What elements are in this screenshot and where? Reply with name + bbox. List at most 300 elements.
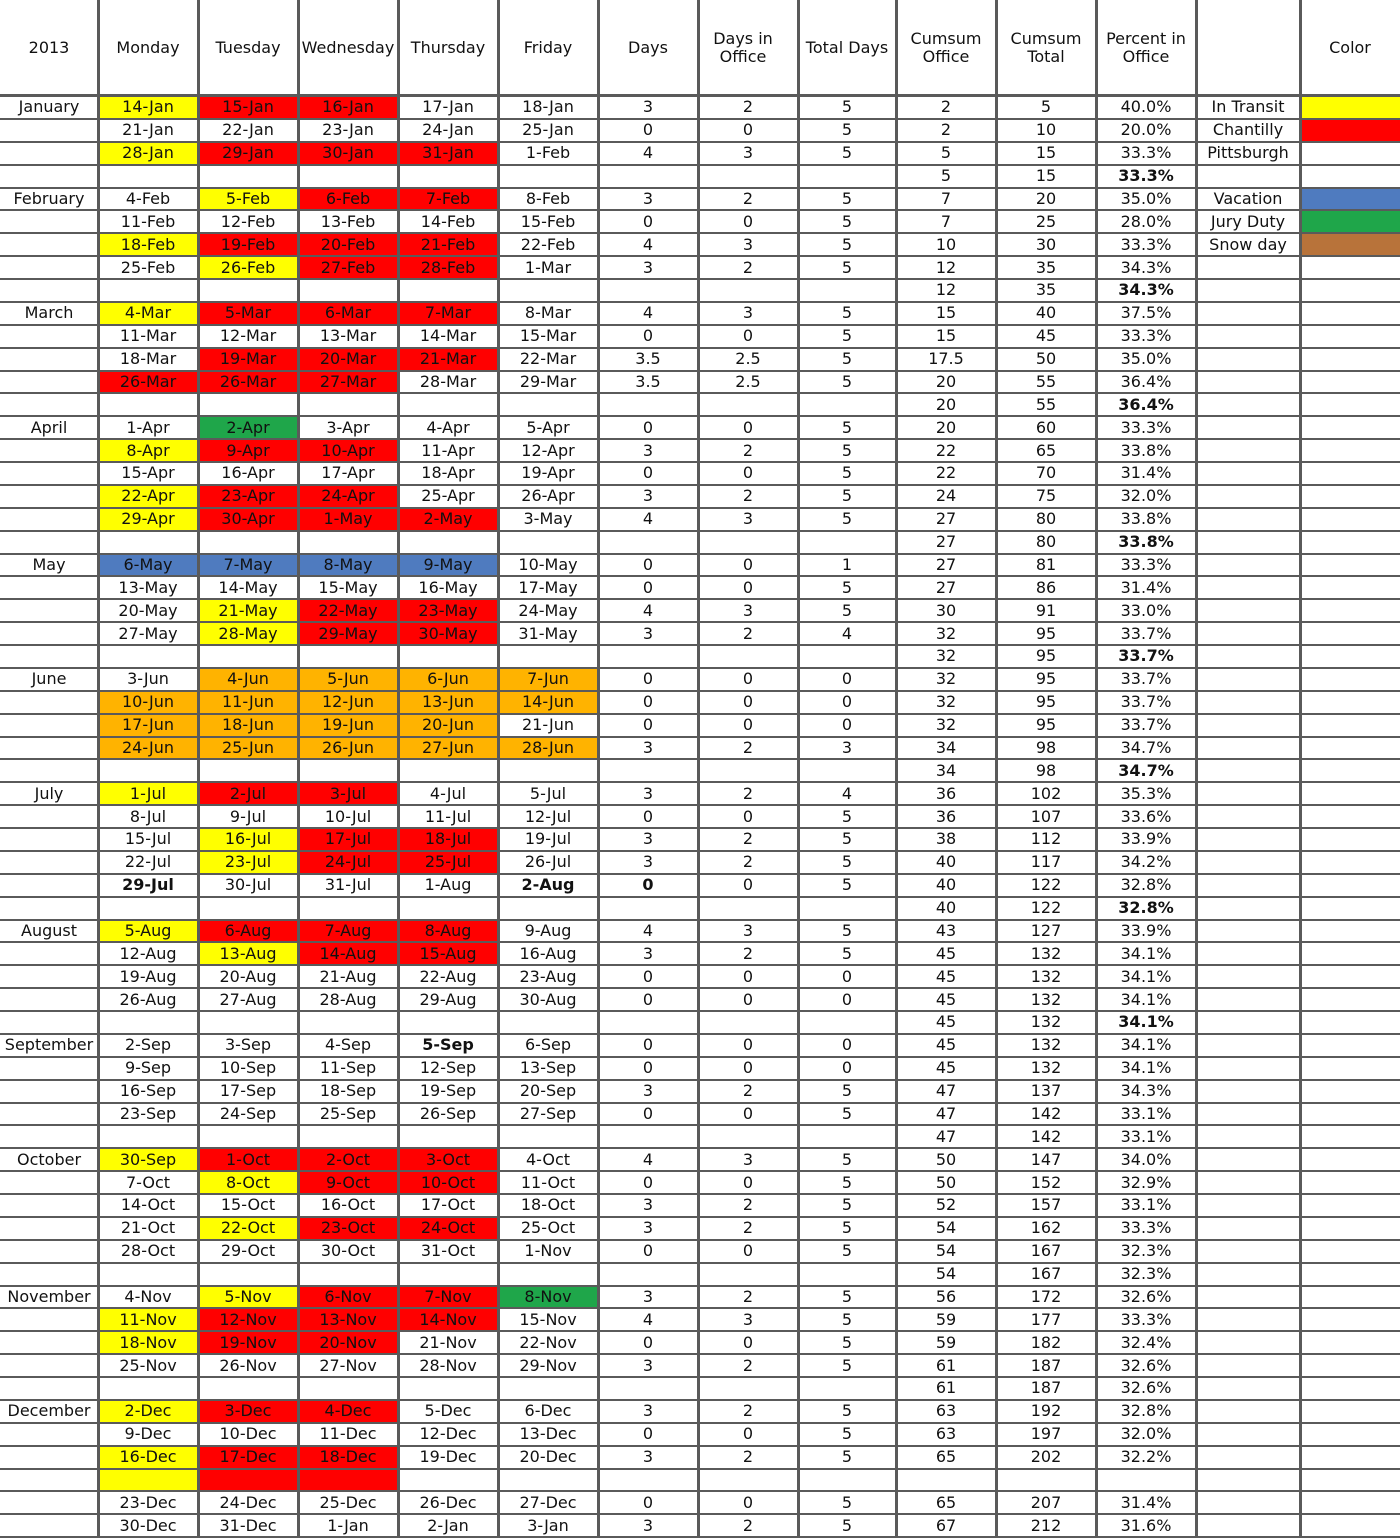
percent-in-office-cell[interactable]: 32.3%	[1120, 1264, 1172, 1284]
date-cell[interactable]: 30-May	[398, 622, 498, 645]
total-days-cell[interactable]: 5	[841, 1218, 853, 1238]
cumsum-office-cell[interactable]: 43	[935, 920, 957, 940]
total-days-cell[interactable]: 5	[841, 371, 853, 391]
cumsum-office-cell[interactable]: 54	[935, 1218, 957, 1238]
total-days-cell[interactable]: 5	[841, 1401, 853, 1421]
percent-in-office-cell[interactable]: 33.3%	[1120, 1218, 1172, 1238]
date-cell[interactable]: 21-May	[198, 599, 298, 622]
total-days-cell[interactable]: 5	[841, 349, 853, 369]
percent-in-office-cell[interactable]: 33.8%	[1120, 509, 1172, 529]
date-cell[interactable]: 12-Aug	[119, 943, 177, 963]
cumsum-total-cell[interactable]: 95	[1035, 623, 1057, 643]
legend-color-swatch[interactable]	[1300, 188, 1400, 211]
total-days-cell[interactable]: 5	[841, 806, 853, 826]
total-days-cell[interactable]: 5	[841, 1286, 853, 1306]
days-in-office-cell[interactable]: 2	[742, 1195, 754, 1215]
cumsum-total-cell[interactable]: 95	[1035, 669, 1057, 689]
date-cell[interactable]: 19-Feb	[198, 233, 298, 256]
date-cell[interactable]: 24-Sep	[219, 1103, 277, 1123]
date-cell[interactable]: 1-Aug	[424, 875, 472, 895]
date-cell[interactable]: 5-Jul	[529, 783, 567, 803]
header-total-days[interactable]: Total Days	[805, 38, 889, 57]
date-cell[interactable]: 29-Apr	[98, 508, 198, 531]
date-cell[interactable]: 24-Oct	[398, 1217, 498, 1240]
date-cell[interactable]: 10-Apr	[298, 439, 398, 462]
days-cell[interactable]: 4	[642, 920, 654, 940]
date-cell[interactable]: 8-Mar	[524, 303, 572, 323]
days-in-office-cell[interactable]: 0	[742, 806, 754, 826]
date-cell[interactable]: 25-Jul	[398, 851, 498, 874]
header-color[interactable]: Color	[1329, 38, 1371, 57]
percent-in-office-cell[interactable]: 34.1%	[1120, 943, 1172, 963]
days-in-office-cell[interactable]: 2	[742, 737, 754, 757]
date-cell[interactable]: 2-Dec	[98, 1400, 198, 1423]
percent-in-office-cell[interactable]: 34.7%	[1120, 737, 1172, 757]
date-cell[interactable]: 22-Apr	[98, 485, 198, 508]
days-in-office-cell[interactable]: 2	[742, 1286, 754, 1306]
month-label[interactable]	[0, 1240, 98, 1263]
percent-in-office-cell[interactable]: 35.0%	[1120, 349, 1172, 369]
total-days-cell[interactable]: 0	[841, 966, 853, 986]
date-cell[interactable]: 16-Apr	[221, 463, 275, 483]
date-cell[interactable]: 23-Aug	[519, 966, 577, 986]
percent-in-office-cell[interactable]: 34.1%	[1120, 966, 1172, 986]
header-year[interactable]: 2013	[28, 38, 70, 57]
cumsum-office-cell[interactable]: 12	[935, 280, 957, 300]
date-cell[interactable]: 5-Mar	[198, 302, 298, 325]
days-cell[interactable]: 4	[642, 1309, 654, 1329]
cumsum-office-cell[interactable]: 22	[935, 440, 957, 460]
cumsum-office-cell[interactable]: 20	[935, 417, 957, 437]
date-cell[interactable]: 4-Feb	[125, 188, 171, 208]
total-days-cell[interactable]: 5	[841, 1355, 853, 1375]
month-label[interactable]	[0, 965, 98, 988]
date-cell[interactable]: 22-Jan	[222, 120, 274, 140]
days-cell[interactable]: 3.5	[635, 349, 661, 369]
cumsum-total-cell[interactable]: 102	[1030, 783, 1062, 803]
cumsum-total-cell[interactable]: 80	[1035, 532, 1057, 552]
days-cell[interactable]: 3	[642, 623, 654, 643]
cumsum-office-cell[interactable]: 22	[935, 463, 957, 483]
date-cell[interactable]: 15-Apr	[121, 463, 175, 483]
total-days-cell[interactable]: 5	[841, 1424, 853, 1444]
cumsum-total-cell[interactable]: 86	[1035, 577, 1057, 597]
date-cell[interactable]: 29-Jan	[198, 142, 298, 165]
total-days-cell[interactable]: 5	[841, 463, 853, 483]
percent-in-office-cell[interactable]: 32.6%	[1120, 1286, 1172, 1306]
cumsum-total-cell[interactable]: 70	[1035, 463, 1057, 483]
percent-in-office-cell[interactable]: 32.0%	[1120, 1424, 1172, 1444]
cumsum-office-cell[interactable]: 5	[940, 143, 952, 163]
cumsum-office-cell[interactable]: 59	[935, 1332, 957, 1352]
legend-color-swatch[interactable]	[1300, 233, 1400, 256]
total-days-cell[interactable]: 5	[841, 211, 853, 231]
cumsum-office-cell[interactable]: 61	[935, 1355, 957, 1375]
date-cell[interactable]: 17-Apr	[321, 463, 375, 483]
date-cell[interactable]: 14-May	[218, 577, 278, 597]
total-days-cell[interactable]: 0	[841, 989, 853, 1009]
days-in-office-cell[interactable]: 3	[742, 143, 754, 163]
month-label[interactable]	[0, 1514, 98, 1537]
date-cell[interactable]: 7-Nov	[398, 1286, 498, 1309]
date-cell[interactable]: 7-Oct	[125, 1172, 171, 1192]
days-cell[interactable]: 0	[642, 806, 654, 826]
date-cell[interactable]: 6-Sep	[524, 1035, 572, 1055]
date-cell[interactable]: 18-Nov	[98, 1331, 198, 1354]
total-days-cell[interactable]: 5	[841, 1103, 853, 1123]
days-cell[interactable]: 3	[642, 737, 654, 757]
date-cell[interactable]: 11-Mar	[119, 326, 177, 346]
total-days-cell[interactable]: 5	[841, 509, 853, 529]
month-label[interactable]: December	[7, 1401, 91, 1421]
date-cell[interactable]: 3-Sep	[224, 1035, 272, 1055]
date-cell[interactable]: 28-Aug	[319, 989, 377, 1009]
cumsum-office-cell[interactable]: 30	[935, 600, 957, 620]
date-cell[interactable]: 7-May	[198, 554, 298, 577]
date-cell[interactable]: 18-Feb	[98, 233, 198, 256]
month-label[interactable]	[0, 1217, 98, 1240]
date-cell[interactable]: 13-May	[118, 577, 178, 597]
date-cell[interactable]: 30-Oct	[320, 1241, 376, 1261]
days-cell[interactable]: 0	[642, 715, 654, 735]
date-cell[interactable]: 14-Nov	[398, 1308, 498, 1331]
percent-in-office-cell[interactable]: 32.9%	[1120, 1172, 1172, 1192]
date-cell[interactable]: 15-Mar	[519, 326, 577, 346]
days-in-office-cell[interactable]: 0	[742, 1035, 754, 1055]
days-cell[interactable]: 3	[642, 1286, 654, 1306]
header-cumsum-office[interactable]: Cumsum Office	[910, 29, 982, 66]
date-cell[interactable]: 12-Jun	[298, 691, 398, 714]
cumsum-total-cell[interactable]: 122	[1030, 898, 1062, 918]
month-label[interactable]	[0, 1103, 98, 1126]
date-cell[interactable]: 28-Jan	[98, 142, 198, 165]
month-label[interactable]	[0, 1331, 98, 1354]
days-in-office-cell[interactable]: 0	[742, 715, 754, 735]
date-cell[interactable]: 30-Sep	[98, 1148, 198, 1171]
total-days-cell[interactable]: 5	[841, 417, 853, 437]
date-cell[interactable]: 6-Aug	[198, 920, 298, 943]
date-cell[interactable]: 17-Oct	[420, 1195, 476, 1215]
date-cell[interactable]: 4-Nov	[124, 1286, 172, 1306]
days-cell[interactable]: 3	[642, 1218, 654, 1238]
date-cell[interactable]: 19-Nov	[198, 1331, 298, 1354]
cumsum-total-cell[interactable]: 80	[1035, 509, 1057, 529]
cumsum-total-cell[interactable]: 172	[1030, 1286, 1062, 1306]
cumsum-office-cell[interactable]: 15	[935, 326, 957, 346]
total-days-cell[interactable]: 0	[841, 1058, 853, 1078]
date-cell[interactable]: 15-Nov	[519, 1309, 577, 1329]
total-days-cell[interactable]: 5	[841, 303, 853, 323]
percent-in-office-cell[interactable]: 32.2%	[1120, 1447, 1172, 1467]
date-cell[interactable]: 27-Sep	[519, 1103, 577, 1123]
date-cell[interactable]: 23-Oct	[298, 1217, 398, 1240]
date-cell[interactable]: 12-Dec	[419, 1424, 477, 1444]
total-days-cell[interactable]: 5	[841, 943, 853, 963]
date-cell[interactable]: 21-Jan	[122, 120, 174, 140]
percent-in-office-cell[interactable]: 31.4%	[1120, 577, 1172, 597]
date-cell[interactable]: 28-Mar	[419, 371, 477, 391]
percent-in-office-cell[interactable]: 28.0%	[1120, 211, 1172, 231]
date-cell[interactable]: 24-Jun	[98, 737, 198, 760]
date-cell[interactable]: 11-Feb	[120, 211, 176, 231]
days-cell[interactable]: 0	[642, 1241, 654, 1261]
percent-in-office-cell[interactable]: 33.7%	[1118, 646, 1174, 666]
date-cell[interactable]: 18-Apr	[421, 463, 475, 483]
date-cell[interactable]: 20-Aug	[219, 966, 277, 986]
date-cell[interactable]: 20-Sep	[519, 1081, 577, 1101]
days-in-office-cell[interactable]: 3	[742, 509, 754, 529]
cumsum-total-cell[interactable]: 132	[1030, 943, 1062, 963]
cumsum-total-cell[interactable]: 20	[1035, 188, 1057, 208]
date-cell[interactable]: 3-Jan	[527, 1515, 569, 1535]
date-cell[interactable]	[98, 1469, 198, 1492]
cumsum-total-cell[interactable]: 157	[1030, 1195, 1062, 1215]
percent-in-office-cell[interactable]: 32.8%	[1120, 875, 1172, 895]
cumsum-total-cell[interactable]: 55	[1035, 371, 1057, 391]
date-cell[interactable]: 6-Jun	[398, 668, 498, 691]
date-cell[interactable]: 3-Dec	[198, 1400, 298, 1423]
cumsum-total-cell[interactable]: 187	[1030, 1378, 1062, 1398]
date-cell[interactable]: 5-Nov	[198, 1286, 298, 1309]
total-days-cell[interactable]: 5	[841, 1172, 853, 1192]
month-label[interactable]: September	[4, 1035, 94, 1055]
date-cell[interactable]: 19-Mar	[198, 348, 298, 371]
cumsum-office-cell[interactable]: 7	[940, 211, 952, 231]
month-label[interactable]	[0, 599, 98, 622]
date-cell[interactable]	[198, 1469, 298, 1492]
cumsum-total-cell[interactable]: 95	[1035, 646, 1057, 666]
header-cumsum-total[interactable]: Cumsum Total	[1010, 29, 1082, 66]
legend-label[interactable]	[1196, 165, 1300, 188]
cumsum-office-cell[interactable]: 45	[935, 966, 957, 986]
days-cell[interactable]: 0	[642, 875, 654, 895]
percent-in-office-cell[interactable]: 33.9%	[1120, 920, 1172, 940]
header-monday[interactable]: Monday	[116, 38, 180, 57]
cumsum-office-cell[interactable]: 27	[935, 577, 957, 597]
date-cell[interactable]: 2-Oct	[298, 1148, 398, 1171]
month-label[interactable]	[0, 1194, 98, 1217]
date-cell[interactable]: 14-Aug	[298, 942, 398, 965]
date-cell[interactable]: 5-Jun	[298, 668, 398, 691]
days-cell[interactable]: 4	[642, 600, 654, 620]
percent-in-office-cell[interactable]: 34.1%	[1120, 1058, 1172, 1078]
percent-in-office-cell[interactable]: 33.1%	[1120, 1103, 1172, 1123]
cumsum-total-cell[interactable]: 60	[1035, 417, 1057, 437]
cumsum-total-cell[interactable]: 95	[1035, 692, 1057, 712]
percent-in-office-cell[interactable]: 33.3%	[1120, 1309, 1172, 1329]
days-in-office-cell[interactable]: 3	[742, 303, 754, 323]
total-days-cell[interactable]: 5	[841, 1332, 853, 1352]
date-cell[interactable]: 17-Dec	[198, 1446, 298, 1469]
total-days-cell[interactable]: 0	[841, 669, 853, 689]
days-in-office-cell[interactable]: 3	[742, 234, 754, 254]
cumsum-office-cell[interactable]: 47	[935, 1103, 957, 1123]
date-cell[interactable]: 31-Jan	[398, 142, 498, 165]
percent-in-office-cell[interactable]: 31.6%	[1120, 1515, 1172, 1535]
cumsum-total-cell[interactable]: 15	[1035, 143, 1057, 163]
date-cell[interactable]: 21-Aug	[319, 966, 377, 986]
cumsum-office-cell[interactable]: 32	[935, 692, 957, 712]
percent-in-office-cell[interactable]: 34.1%	[1120, 989, 1172, 1009]
days-cell[interactable]: 3	[642, 97, 654, 117]
days-cell[interactable]: 3	[642, 1195, 654, 1215]
percent-in-office-cell[interactable]: 36.4%	[1118, 394, 1174, 414]
date-cell[interactable]: 19-Jul	[524, 829, 572, 849]
percent-in-office-cell[interactable]: 33.3%	[1120, 326, 1172, 346]
legend-color-swatch[interactable]	[1300, 165, 1400, 188]
percent-in-office-cell[interactable]: 33.8%	[1120, 440, 1172, 460]
days-cell[interactable]: 0	[642, 1492, 654, 1512]
cumsum-total-cell[interactable]: 192	[1030, 1401, 1062, 1421]
month-label[interactable]	[0, 142, 98, 165]
cumsum-total-cell[interactable]: 132	[1030, 1035, 1062, 1055]
percent-in-office-cell[interactable]: 33.6%	[1120, 806, 1172, 826]
days-in-office-cell[interactable]: 0	[742, 1492, 754, 1512]
date-cell[interactable]: 27-Mar	[298, 371, 398, 394]
days-cell[interactable]: 0	[642, 326, 654, 346]
date-cell[interactable]: 7-Jun	[498, 668, 598, 691]
days-in-office-cell[interactable]: 0	[742, 669, 754, 689]
header-wednesday[interactable]: Wednesday	[301, 38, 395, 57]
date-cell[interactable]: 27-Feb	[298, 256, 398, 279]
days-in-office-cell[interactable]: 2	[742, 1447, 754, 1467]
percent-in-office-cell[interactable]: 35.0%	[1120, 188, 1172, 208]
date-cell[interactable]: 16-Jul	[198, 828, 298, 851]
total-days-cell[interactable]: 0	[841, 1035, 853, 1055]
cumsum-office-cell[interactable]: 67	[935, 1515, 957, 1535]
date-cell[interactable]: 19-Aug	[119, 966, 177, 986]
percent-in-office-cell[interactable]: 33.8%	[1118, 532, 1174, 552]
days-cell[interactable]: 4	[642, 143, 654, 163]
days-cell[interactable]: 3	[642, 440, 654, 460]
date-cell[interactable]: 7-Mar	[398, 302, 498, 325]
date-cell[interactable]: 20-Mar	[298, 348, 398, 371]
date-cell[interactable]: 18-Sep	[319, 1081, 377, 1101]
month-label[interactable]: April	[30, 417, 68, 437]
days-cell[interactable]: 0	[642, 1058, 654, 1078]
total-days-cell[interactable]: 5	[841, 440, 853, 460]
date-cell[interactable]: 29-Mar	[519, 371, 577, 391]
date-cell[interactable]: 13-Dec	[519, 1424, 577, 1444]
days-in-office-cell[interactable]: 2	[742, 1515, 754, 1535]
date-cell[interactable]: 25-Sep	[319, 1103, 377, 1123]
date-cell[interactable]: 14-Oct	[120, 1195, 176, 1215]
date-cell[interactable]: 29-Oct	[220, 1241, 276, 1261]
days-cell[interactable]: 3	[642, 783, 654, 803]
date-cell[interactable]: 1-May	[298, 508, 398, 531]
date-cell[interactable]: 28-Nov	[419, 1355, 477, 1375]
cumsum-office-cell[interactable]: 47	[935, 1081, 957, 1101]
date-cell[interactable]: 15-Aug	[398, 942, 498, 965]
percent-in-office-cell[interactable]: 32.6%	[1120, 1378, 1172, 1398]
date-cell[interactable]: 21-Mar	[398, 348, 498, 371]
date-cell[interactable]: 10-Dec	[219, 1424, 277, 1444]
date-cell[interactable]: 30-Aug	[519, 989, 577, 1009]
days-in-office-cell[interactable]: 3	[742, 1309, 754, 1329]
days-in-office-cell[interactable]: 0	[742, 417, 754, 437]
header-percent-in-office[interactable]: Percent in Office	[1106, 29, 1186, 66]
days-cell[interactable]: 3	[642, 1401, 654, 1421]
date-cell[interactable]: 26-Dec	[419, 1492, 477, 1512]
date-cell[interactable]: 23-Dec	[119, 1492, 177, 1512]
percent-in-office-cell[interactable]: 32.8%	[1118, 898, 1174, 918]
date-cell[interactable]: 3-Oct	[398, 1148, 498, 1171]
cumsum-total-cell[interactable]: 167	[1030, 1241, 1062, 1261]
days-in-office-cell[interactable]: 2	[742, 852, 754, 872]
date-cell[interactable]: 31-Jul	[324, 875, 372, 895]
cumsum-total-cell[interactable]: 187	[1030, 1355, 1062, 1375]
date-cell[interactable]: 25-Jun	[198, 737, 298, 760]
days-in-office-cell[interactable]: 2	[742, 440, 754, 460]
date-cell[interactable]: 10-Sep	[219, 1058, 277, 1078]
percent-in-office-cell[interactable]: 40.0%	[1120, 97, 1172, 117]
days-cell[interactable]: 3	[642, 257, 654, 277]
date-cell[interactable]: 24-Jan	[422, 120, 474, 140]
cumsum-office-cell[interactable]: 2	[940, 97, 952, 117]
date-cell[interactable]: 19-Jun	[298, 714, 398, 737]
cumsum-total-cell[interactable]: 95	[1035, 715, 1057, 735]
month-label[interactable]	[0, 508, 98, 531]
date-cell[interactable]: 2-Sep	[124, 1035, 172, 1055]
legend-label[interactable]: In Transit	[1211, 97, 1285, 117]
month-label[interactable]	[0, 485, 98, 508]
total-days-cell[interactable]: 4	[841, 783, 853, 803]
date-cell[interactable]: 13-Sep	[519, 1058, 577, 1078]
date-cell[interactable]: 24-Apr	[298, 485, 398, 508]
percent-in-office-cell[interactable]: 31.4%	[1120, 463, 1172, 483]
cumsum-office-cell[interactable]: 40	[935, 852, 957, 872]
cumsum-total-cell[interactable]: 30	[1035, 234, 1057, 254]
date-cell[interactable]: 20-Nov	[298, 1331, 398, 1354]
cumsum-total-cell[interactable]: 177	[1030, 1309, 1062, 1329]
date-cell[interactable]: 15-Jan	[198, 96, 298, 119]
date-cell[interactable]: 23-Apr	[198, 485, 298, 508]
cumsum-office-cell[interactable]: 27	[935, 532, 957, 552]
month-label[interactable]: May	[32, 554, 66, 574]
date-cell[interactable]: 12-Apr	[521, 440, 575, 460]
date-cell[interactable]: 3-Jul	[298, 782, 398, 805]
percent-in-office-cell[interactable]: 31.4%	[1120, 1492, 1172, 1512]
cumsum-total-cell[interactable]: 107	[1030, 806, 1062, 826]
percent-in-office-cell[interactable]: 34.1%	[1120, 1035, 1172, 1055]
days-cell[interactable]: 3	[642, 943, 654, 963]
date-cell[interactable]: 2-Jul	[198, 782, 298, 805]
date-cell[interactable]: 4-Oct	[525, 1149, 571, 1169]
date-cell[interactable]: 24-Dec	[219, 1492, 277, 1512]
month-label[interactable]	[0, 714, 98, 737]
date-cell[interactable]: 4-Sep	[324, 1035, 372, 1055]
month-label[interactable]	[0, 691, 98, 714]
date-cell[interactable]: 11-Jun	[198, 691, 298, 714]
days-cell[interactable]: 0	[642, 1424, 654, 1444]
total-days-cell[interactable]: 5	[841, 143, 853, 163]
percent-in-office-cell[interactable]: 33.3%	[1120, 554, 1172, 574]
cumsum-total-cell[interactable]: 55	[1035, 394, 1057, 414]
days-in-office-cell[interactable]: 0	[742, 1172, 754, 1192]
date-cell[interactable]: 23-Jul	[198, 851, 298, 874]
date-cell[interactable]: 15-Feb	[520, 211, 576, 231]
days-in-office-cell[interactable]: 0	[742, 577, 754, 597]
date-cell[interactable]: 25-Jan	[522, 120, 574, 140]
cumsum-office-cell[interactable]: 7	[940, 188, 952, 208]
month-label[interactable]: January	[18, 97, 80, 117]
days-in-office-cell[interactable]: 2	[742, 1081, 754, 1101]
total-days-cell[interactable]: 5	[841, 1515, 853, 1535]
date-cell[interactable]: 26-Feb	[198, 256, 298, 279]
cumsum-office-cell[interactable]: 40	[935, 875, 957, 895]
date-cell[interactable]: 1-Feb	[525, 143, 571, 163]
cumsum-office-cell[interactable]: 45	[935, 989, 957, 1009]
